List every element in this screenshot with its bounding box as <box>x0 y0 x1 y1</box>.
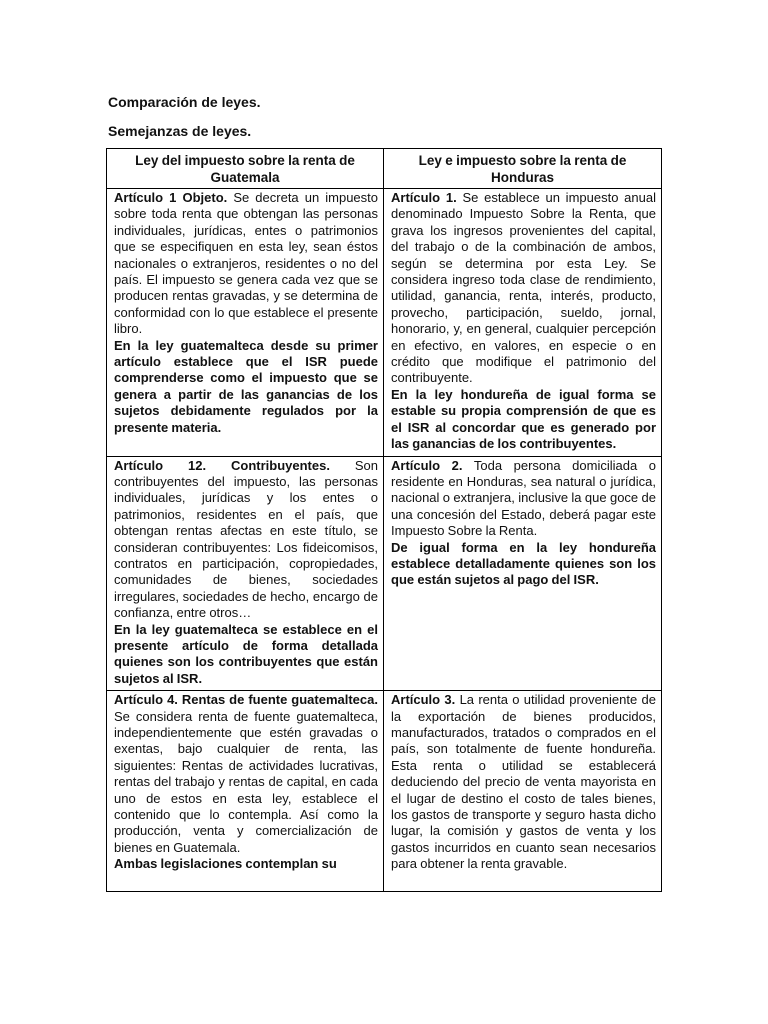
table-row <box>107 189 662 457</box>
guatemala-cell <box>107 456 384 691</box>
article-text: Son contribuyentes del impuesto, las personas individuales, jurídicas y los entes o patrimonios, residentes en el país, que obtengan rentas afectas en este título, se consideran contribuyentes: Los fideicomisos, contratos en participación, copropiedades, comunidades de bienes, sociedades irregulares, sociedades de hecho, encargo de confianza, entre otros… <box>114 457 379 621</box>
guatemala-cell <box>107 189 384 457</box>
table-row <box>107 456 662 691</box>
article-heading: Artículo 1. <box>391 190 457 205</box>
article-heading: Artículo 3. <box>391 692 456 708</box>
table-row <box>107 691 662 892</box>
honduras-cell <box>384 189 662 457</box>
comparison-note: En la ley guatemalteca se establece en el presente artículo de forma detallada quienes son los contribuyentes que están sujetos al ISR. <box>114 621 378 686</box>
honduras-cell <box>384 691 662 892</box>
header-honduras: Ley e impuesto sobre la renta de Honduras <box>384 149 662 189</box>
article-text: Se establece un impuesto anual denominado Impuesto Sobre la Renta, que grava los ingresos provenientes del capital, del trabajo o de la combinación de ambos, según se determina por esta Ley. Se considera ingreso toda clase de rendimiento, utilidad, ganancia, renta, interés, producto, provecho, participación, sueldo, jornal, honorario, y, en general, cualquier percepción en efectivo, en valores, en especie o en crédito que modifique el patrimonio del contribuyente. <box>391 190 656 386</box>
article-heading: Artículo 4. Rentas de fuente guatemalteca. <box>114 692 378 708</box>
comparison-note: De igual forma en la ley hondureña establece detalladamente quienes son los que están sujetos al pago del ISR. <box>391 539 656 588</box>
table-header-row <box>107 149 662 189</box>
honduras-cell <box>384 456 662 691</box>
article-text: Se decreta un impuesto sobre toda renta que obtengan las personas individuales, jurídicas, entes o patrimonios que se especifiquen en esta ley, sean éstos nacionales o extranjeros, residentes o no del país. El impuesto se genera cada vez que se producen rentas gravadas, y se determina de conformidad con lo que establece el presente libro. <box>114 190 379 337</box>
article-text: Se considera renta de fuente guatemalteca, independientemente que estén gravadas o exentas, bajo cualquier de renta, las siguientes: Rentas de actividades lucrativas, rentas del trabajo y rentas de capital, en cada uno de estos en esta ley, establece el contenido que lo contempla. Así como la producción, venta y comercialización de bienes en Guatemala. <box>114 708 378 855</box>
document-subtitle: Semejanzas de leyes. <box>108 123 252 139</box>
article-text: La renta o utilidad proveniente de la exportación de bienes producidos, manufacturados, tratados o comprados en el país, son totalmente de fuente hondureña. Esta renta o utilidad se establecerá deduciendo del precio de venta mayorista en el lugar de destino el costo de tales bienes, los gastos de transporte y seguro hasta dicho lugar, la comisión y gastos de venta y los gastos incurridos en cuanto sean necesarios para obtener la renta gravable. <box>391 692 656 872</box>
article-heading: Artículo 2. <box>391 457 463 473</box>
guatemala-cell <box>107 691 384 892</box>
article-heading: Artículo 12. Contribuyentes. <box>114 457 330 473</box>
comparison-note: Ambas legislaciones contemplan su <box>114 856 337 872</box>
article-heading: Artículo 1 Objeto. <box>114 190 228 205</box>
document-title: Comparación de leyes. <box>108 94 261 110</box>
comparison-note: En la ley hondureña de igual forma se estable su propia comprensión de que es el ISR al concordar que es generado por las ganancias de los contribuyentes. <box>391 386 656 452</box>
article-text: Toda persona domiciliada o residente en Honduras, sea natural o jurídica, nacional o extranjera, inclusive la que goce de una concesión del Estado, deberá pagar este Impuesto Sobre la Renta. <box>391 457 656 539</box>
comparison-table <box>106 148 662 892</box>
header-guatemala: Ley del impuesto sobre la renta de Guatemala <box>107 149 384 189</box>
comparison-note: En la ley guatemalteca desde su primer artículo establece que el ISR puede comprenderse como el impuesto que se genera a partir de las ganancias de los sujetos debidamente regulados por la presente materia. <box>114 337 378 435</box>
